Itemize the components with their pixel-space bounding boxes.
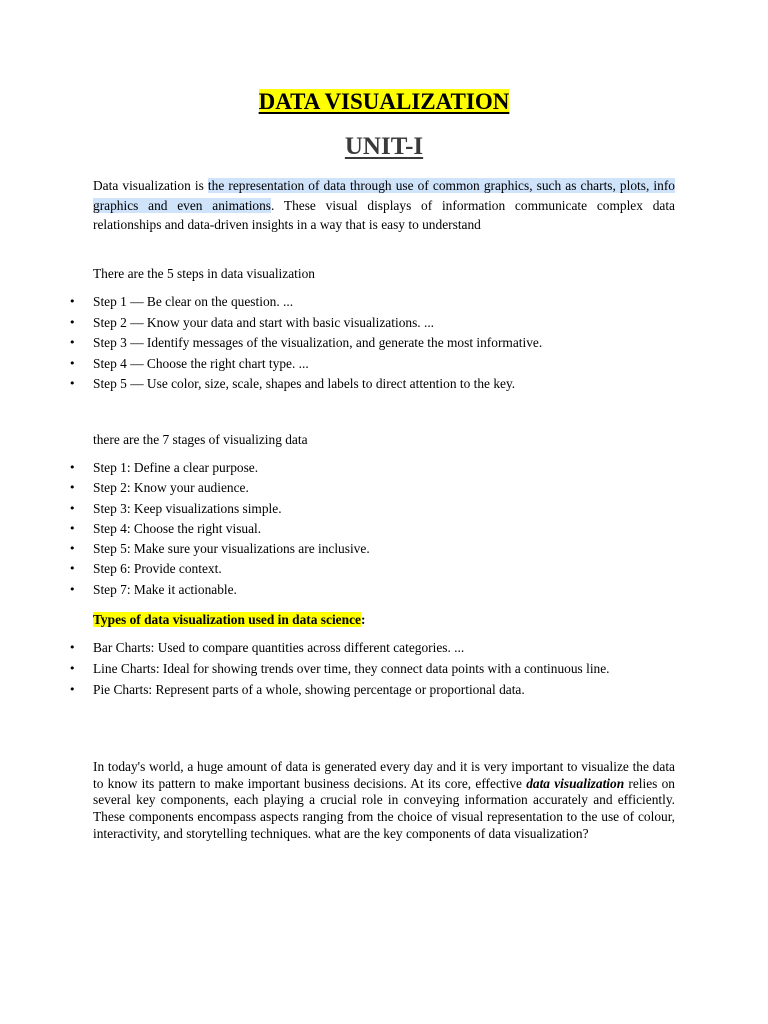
- types-heading: [93, 611, 365, 629]
- intro-lead: Data visualization is: [93, 178, 208, 193]
- list-item: • Line Charts: Ideal for showing trends over time, they connect data points with a continuous line.: [69, 661, 610, 676]
- bullet-icon: •: [69, 501, 76, 515]
- list-item: • Bar Charts: Used to compare quantities across different categories. ...: [69, 640, 465, 655]
- list-item: • Step 1 — Be clear on the question. ...: [69, 294, 294, 309]
- bullet-icon: •: [69, 542, 76, 556]
- steps-list: [69, 294, 683, 392]
- emphasis-text: data visualization: [526, 775, 625, 791]
- bullet-icon: •: [69, 481, 76, 495]
- bullet-icon: •: [69, 336, 76, 349]
- list-item: • Step 4: Choose the right visual.: [69, 520, 262, 536]
- document-title-text: DATA VISUALIZATION: [258, 89, 510, 114]
- closing-paragraph: In today's world, a huge amount of data is generated every day and it is very important to visualize the data to know its pattern to make important business decisions. At its core, effective data visualization relies on several key components, each playing a crucial role in conveying information accurately and efficiently. These components encompass aspects ranging from the choice of visual representation to the use of colour, interactivity, and storytelling techniques. what are the key components of data visualization?: [93, 759, 675, 841]
- bullet-icon: •: [69, 356, 76, 370]
- bullet-icon: •: [69, 295, 76, 308]
- list-item: • Step 6: Provide context.: [69, 561, 222, 577]
- list-item: • Step 2 — Know your data and start with basic visualizations. ...: [69, 314, 435, 330]
- list-item: • Step 4 — Choose the right chart type. ...: [69, 355, 309, 371]
- bullet-icon: •: [69, 562, 76, 576]
- document-title: [0, 88, 768, 116]
- list-item: • Step 3 — Identify messages of the visualization, and generate the most informative.: [69, 335, 543, 350]
- stages-heading: there are the 7 stages of visualizing data: [93, 432, 308, 447]
- types-heading-text: Types of data visualization used in data science: [93, 612, 361, 627]
- list-item: • Pie Charts: Represent parts of a whole, showing percentage or proportional data.: [69, 682, 525, 697]
- list-item: • Step 7: Make it actionable.: [69, 581, 237, 597]
- types-heading-colon: :: [360, 612, 366, 627]
- list-item: • Step 2: Know your audience.: [69, 480, 249, 496]
- types-list: [69, 640, 683, 698]
- bullet-icon: •: [69, 461, 76, 474]
- intro-highlighted-text: the representation of data through use of common graphics, such as charts, plots, info graphics and even animations: [93, 178, 675, 213]
- stages-list: [69, 460, 683, 598]
- list-item: • Step 5 — Use color, size, scale, shapes and labels to direct attention to the key.: [69, 376, 516, 391]
- list-item: • Step 1: Define a clear purpose.: [69, 460, 259, 475]
- bullet-icon: •: [69, 582, 76, 596]
- bullet-icon: •: [69, 521, 76, 535]
- list-item: • Step 3: Keep visualizations simple.: [69, 500, 282, 516]
- steps-heading: There are the 5 steps in data visualization: [93, 266, 315, 281]
- intro-rest: . These visual displays of information communicate complex data relationships and data-driven insights in a way that is easy to understand: [93, 197, 676, 232]
- bullet-icon: •: [69, 683, 76, 696]
- list-item: • Step 5: Make sure your visualizations are inclusive.: [69, 541, 370, 557]
- bullet-icon: •: [69, 377, 76, 390]
- bullet-icon: •: [69, 641, 76, 654]
- unit-heading: UNIT-I: [344, 133, 424, 160]
- intro-paragraph: [93, 176, 675, 235]
- bullet-icon: •: [69, 662, 76, 675]
- bullet-icon: •: [69, 315, 76, 329]
